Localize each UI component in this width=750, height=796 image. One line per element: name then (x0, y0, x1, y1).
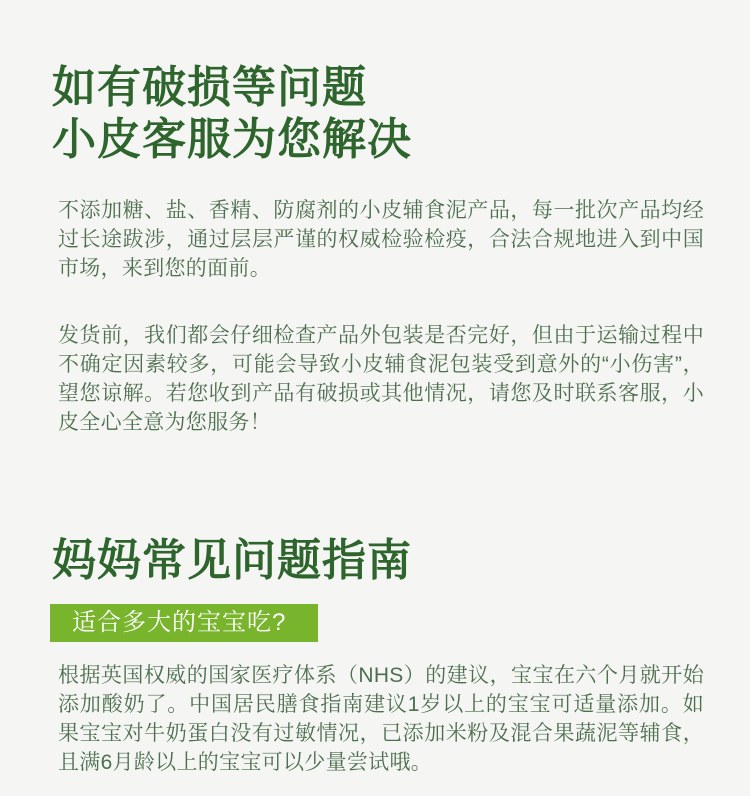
faq-section-title: 妈妈常见问题指南 (52, 536, 412, 585)
damage-title-line2: 小皮客服为您解决 (52, 115, 412, 164)
faq-question-badge: 适合多大的宝宝吃? (50, 604, 318, 642)
damage-section-title (52, 62, 750, 166)
paragraph-shipping-notice: 发货前，我们都会仔细检查产品外包装是否完好，但由于运输过程中不确定因素较多，可能会导致小皮辅食泥包装受到意外的“小伤害”，望您谅解。若您收到产品有破损或其他情况，请您及时联系客服，小皮全心全意为您服务！ (58, 324, 704, 434)
paragraph-faq-answer: 根据英国权威的国家医疗体系（NHS）的建议，宝宝在六个月就开始添加酸奶了。中国居民膳食指南建议1岁以上的宝宝可适量添加。如果宝宝对牛奶蛋白没有过敏情况，已添加米粉及混合果蔬泥等辅食，且满6月龄以上的宝宝可以少量尝试哦。 (58, 664, 704, 774)
faq-question-badge-row (0, 604, 750, 642)
faq-section (0, 535, 750, 777)
damage-title-line1: 如有破损等问题 (52, 63, 367, 112)
paragraph-quality-assurance: 不添加糖、盐、香精、防腐剂的小皮辅食泥产品，每一批次产品均经过长途跋涉，通过层层严谨的权威检验检疫，合法合规地进入到中国市场，来到您的面前。 (58, 199, 704, 280)
damage-service-section (0, 62, 750, 437)
